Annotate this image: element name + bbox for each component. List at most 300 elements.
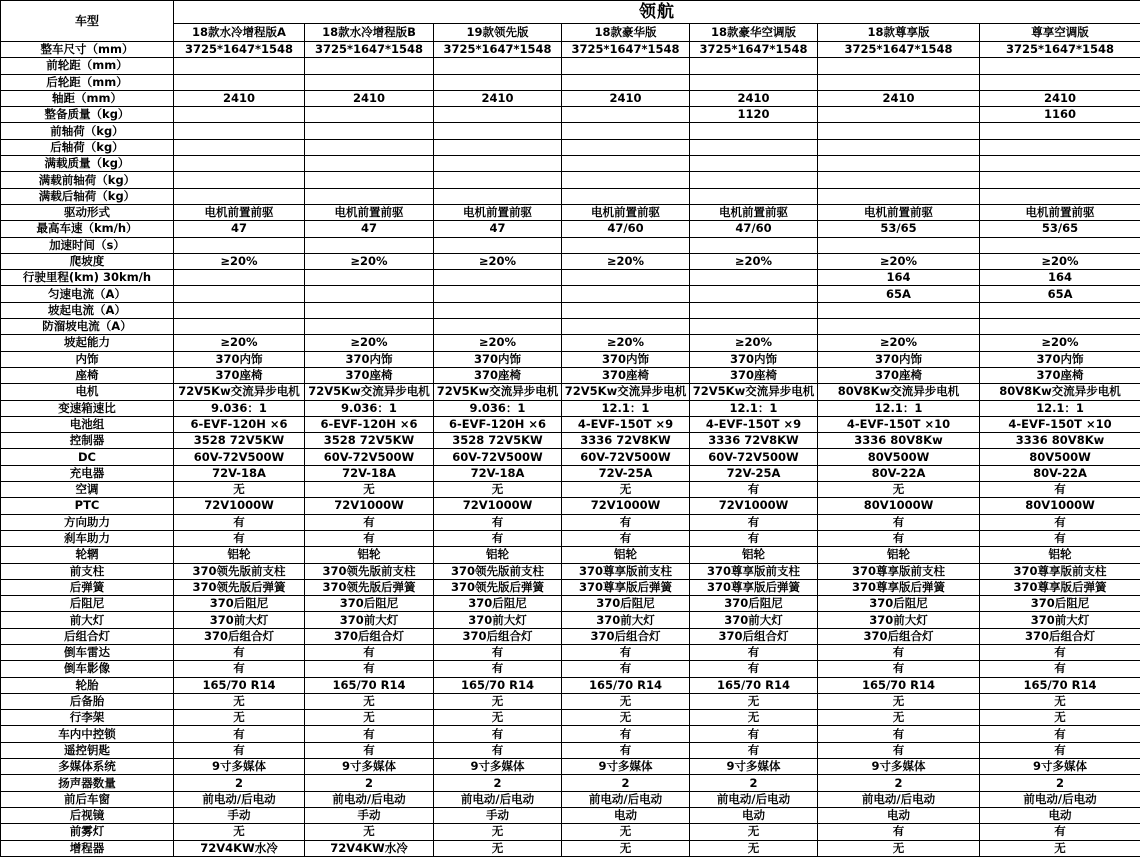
spec-cell: [434, 156, 562, 172]
spec-cell: [305, 58, 434, 74]
spec-cell: 72V5Kw交流异步电机: [305, 384, 434, 400]
spec-cell: 165/70 R14: [980, 677, 1140, 693]
spec-cell: 370后阻尼: [980, 596, 1140, 612]
spec-cell: 72V-25A: [690, 465, 818, 481]
spec-row: [1, 237, 1140, 253]
spec-cell: 有: [174, 726, 305, 742]
spec-cell: ≥20%: [690, 335, 818, 351]
spec-cell: 60V-72V500W: [690, 449, 818, 465]
spec-cell: 有: [434, 514, 562, 530]
spec-cell: 165/70 R14: [434, 677, 562, 693]
spec-cell: 有: [305, 644, 434, 660]
spec-cell: 370领先版后弹簧: [174, 579, 305, 595]
spec-cell: 370后阻尼: [562, 596, 690, 612]
spec-cell: 无: [562, 840, 690, 856]
spec-row-label: 遥控钥匙: [1, 742, 174, 758]
spec-row: [1, 547, 1140, 563]
spec-row: [1, 840, 1140, 856]
spec-cell: [690, 58, 818, 74]
spec-row: [1, 270, 1140, 286]
spec-cell: 有: [305, 514, 434, 530]
spec-cell: 60V-72V500W: [305, 449, 434, 465]
spec-cell: 有: [980, 644, 1140, 660]
spec-cell: 无: [690, 693, 818, 709]
spec-cell: 370后组合灯: [174, 628, 305, 644]
spec-cell: 2410: [818, 90, 980, 106]
spec-cell: 80V1000W: [818, 498, 980, 514]
spec-cell: 铝轮: [305, 547, 434, 563]
spec-cell: 4-EVF-150T ×10: [818, 416, 980, 432]
spec-row-label: 满载质量（kg）: [1, 156, 174, 172]
spec-cell: 370座椅: [562, 367, 690, 383]
spec-cell: 电动: [980, 807, 1140, 823]
spec-cell: 2410: [980, 90, 1140, 106]
spec-cell: 370前大灯: [562, 612, 690, 628]
spec-cell: ≥20%: [434, 253, 562, 269]
spec-cell: 53/65: [980, 221, 1140, 237]
spec-cell: ≥20%: [562, 335, 690, 351]
spec-row: [1, 319, 1140, 335]
model-header: 尊享空调版: [980, 24, 1140, 42]
corner-label: 车型: [1, 1, 174, 42]
spec-cell: [174, 58, 305, 74]
spec-cell: 9寸多媒体: [174, 759, 305, 775]
spec-cell: 电机前置前驱: [174, 204, 305, 220]
spec-cell: [434, 270, 562, 286]
spec-cell: 2410: [305, 90, 434, 106]
spec-cell: 370后组合灯: [434, 628, 562, 644]
spec-cell: [305, 237, 434, 253]
spec-cell: 无: [434, 824, 562, 840]
spec-row-label: 轮胎: [1, 677, 174, 693]
spec-cell: 72V1000W: [305, 498, 434, 514]
spec-cell: 370领先版后弹簧: [434, 579, 562, 595]
brand-header-row: [1, 1, 1140, 24]
spec-cell: [305, 286, 434, 302]
spec-cell: 2: [690, 775, 818, 791]
spec-cell: 无: [562, 482, 690, 498]
spec-cell: [434, 286, 562, 302]
spec-cell: [818, 107, 980, 123]
spec-row: [1, 726, 1140, 742]
spec-cell: [174, 139, 305, 155]
spec-row: [1, 400, 1140, 416]
spec-cell: [174, 74, 305, 90]
spec-cell: 2: [818, 775, 980, 791]
spec-cell: 电机前置前驱: [690, 204, 818, 220]
spec-cell: 前电动/后电动: [174, 791, 305, 807]
spec-row-label: 内饰: [1, 351, 174, 367]
spec-row: [1, 530, 1140, 546]
spec-row-label: 多媒体系统: [1, 759, 174, 775]
spec-cell: [980, 319, 1140, 335]
spec-cell: 2: [434, 775, 562, 791]
spec-cell: [980, 302, 1140, 318]
spec-row-label: 刹车助力: [1, 530, 174, 546]
spec-cell: [818, 156, 980, 172]
spec-cell: 12.1：1: [562, 400, 690, 416]
spec-cell: 铝轮: [562, 547, 690, 563]
spec-cell: 无: [818, 482, 980, 498]
spec-row-label: 扬声器数量: [1, 775, 174, 791]
spec-cell: 370内饰: [562, 351, 690, 367]
spec-cell: 370尊享版后弹簧: [562, 579, 690, 595]
spec-row-label: 后轴荷（kg）: [1, 139, 174, 155]
spec-cell: 9.036：1: [434, 400, 562, 416]
spec-cell: 370前大灯: [305, 612, 434, 628]
spec-row-label: 前支柱: [1, 563, 174, 579]
spec-cell: 有: [690, 530, 818, 546]
spec-cell: 有: [818, 726, 980, 742]
spec-cell: 2: [305, 775, 434, 791]
spec-row-label: 控制器: [1, 433, 174, 449]
spec-cell: 无: [690, 840, 818, 856]
spec-cell: 370后阻尼: [434, 596, 562, 612]
spec-cell: 无: [562, 710, 690, 726]
spec-cell: 有: [980, 530, 1140, 546]
spec-cell: [562, 156, 690, 172]
spec-cell: 3725*1647*1548: [305, 42, 434, 58]
spec-cell: 9寸多媒体: [690, 759, 818, 775]
spec-cell: [980, 188, 1140, 204]
spec-cell: 有: [818, 514, 980, 530]
spec-cell: 有: [818, 742, 980, 758]
spec-row-label: 前轴荷（kg）: [1, 123, 174, 139]
spec-cell: 有: [690, 644, 818, 660]
spec-cell: 1160: [980, 107, 1140, 123]
spec-cell: 有: [174, 644, 305, 660]
spec-cell: 370尊享版后弹簧: [818, 579, 980, 595]
spec-cell: 3725*1647*1548: [174, 42, 305, 58]
spec-cell: [818, 58, 980, 74]
spec-row: [1, 107, 1140, 123]
spec-cell: 12.1：1: [980, 400, 1140, 416]
spec-cell: 2410: [690, 90, 818, 106]
spec-cell: [305, 188, 434, 204]
spec-cell: [434, 188, 562, 204]
spec-cell: 无: [434, 840, 562, 856]
spec-cell: 无: [434, 710, 562, 726]
spec-row-label: 行驶里程(km) 30km/h: [1, 270, 174, 286]
spec-cell: 有: [818, 661, 980, 677]
spec-cell: 无: [305, 824, 434, 840]
spec-cell: 电机前置前驱: [562, 204, 690, 220]
spec-cell: 164: [818, 270, 980, 286]
spec-cell: [818, 237, 980, 253]
spec-cell: [818, 139, 980, 155]
spec-cell: 3725*1647*1548: [980, 42, 1140, 58]
spec-row: [1, 253, 1140, 269]
spec-cell: 6-EVF-120H ×6: [174, 416, 305, 432]
spec-row: [1, 416, 1140, 432]
spec-cell: [174, 156, 305, 172]
model-header: 18款水冷增程版A: [174, 24, 305, 42]
spec-row: [1, 302, 1140, 318]
spec-cell: ≥20%: [818, 335, 980, 351]
spec-cell: 有: [305, 661, 434, 677]
spec-cell: [562, 270, 690, 286]
spec-cell: 60V-72V500W: [174, 449, 305, 465]
spec-row-label: 倒车雷达: [1, 644, 174, 660]
spec-cell: 370内饰: [174, 351, 305, 367]
spec-cell: 3336 72V8KW: [562, 433, 690, 449]
spec-cell: 65A: [818, 286, 980, 302]
spec-row-label: 匀速电流（A）: [1, 286, 174, 302]
spec-cell: [434, 58, 562, 74]
spec-cell: 72V1000W: [562, 498, 690, 514]
spec-row: [1, 465, 1140, 481]
spec-cell: [174, 286, 305, 302]
spec-cell: 370后组合灯: [690, 628, 818, 644]
spec-cell: 有: [562, 726, 690, 742]
spec-cell: 60V-72V500W: [434, 449, 562, 465]
spec-cell: 9.036：1: [305, 400, 434, 416]
spec-cell: 电机前置前驱: [434, 204, 562, 220]
spec-cell: 164: [980, 270, 1140, 286]
spec-cell: 165/70 R14: [174, 677, 305, 693]
spec-cell: 有: [980, 482, 1140, 498]
spec-cell: 铝轮: [434, 547, 562, 563]
spec-cell: [690, 139, 818, 155]
spec-cell: [980, 172, 1140, 188]
spec-row-label: 满载前轴荷（kg）: [1, 172, 174, 188]
spec-cell: [980, 58, 1140, 74]
spec-cell: [434, 319, 562, 335]
brand-title: 领航: [174, 1, 1140, 24]
spec-row-label: 座椅: [1, 367, 174, 383]
spec-row-label: 爬坡度: [1, 253, 174, 269]
spec-cell: [174, 188, 305, 204]
spec-cell: 无: [305, 482, 434, 498]
spec-cell: [174, 172, 305, 188]
spec-row: [1, 661, 1140, 677]
spec-row-label: 后备胎: [1, 693, 174, 709]
spec-cell: 370领先版前支柱: [174, 563, 305, 579]
spec-cell: [305, 74, 434, 90]
spec-cell: 有: [434, 644, 562, 660]
spec-row: [1, 449, 1140, 465]
spec-cell: [305, 139, 434, 155]
spec-cell: 370领先版前支柱: [434, 563, 562, 579]
spec-cell: [434, 237, 562, 253]
spec-row-label: 防溜坡电流（A）: [1, 319, 174, 335]
spec-cell: [562, 237, 690, 253]
spec-cell: [690, 237, 818, 253]
spec-cell: [818, 188, 980, 204]
spec-row: [1, 563, 1140, 579]
spec-cell: 370内饰: [818, 351, 980, 367]
spec-cell: [980, 139, 1140, 155]
spec-row: [1, 710, 1140, 726]
spec-cell: [690, 319, 818, 335]
spec-cell: 370尊享版前支柱: [980, 563, 1140, 579]
spec-body: [1, 42, 1140, 857]
spec-row: [1, 791, 1140, 807]
spec-cell: 9寸多媒体: [562, 759, 690, 775]
spec-cell: [980, 237, 1140, 253]
spec-cell: [562, 286, 690, 302]
spec-cell: 165/70 R14: [818, 677, 980, 693]
spec-row: [1, 742, 1140, 758]
spec-cell: 前电动/后电动: [980, 791, 1140, 807]
spec-row-label: 轮辋: [1, 547, 174, 563]
spec-row: [1, 693, 1140, 709]
spec-row-label: 驱动形式: [1, 204, 174, 220]
spec-cell: 无: [174, 824, 305, 840]
spec-cell: 72V4KW水冷: [305, 840, 434, 856]
spec-cell: 65A: [980, 286, 1140, 302]
spec-row-label: 后弹簧: [1, 579, 174, 595]
spec-cell: 有: [434, 530, 562, 546]
spec-cell: [690, 172, 818, 188]
spec-row-label: 电机: [1, 384, 174, 400]
spec-cell: ≥20%: [818, 253, 980, 269]
spec-cell: [818, 302, 980, 318]
spec-cell: 有: [562, 742, 690, 758]
spec-cell: 72V5Kw交流异步电机: [174, 384, 305, 400]
spec-cell: 有: [980, 661, 1140, 677]
spec-cell: 无: [818, 693, 980, 709]
spec-cell: 80V-22A: [818, 465, 980, 481]
spec-cell: 无: [174, 693, 305, 709]
spec-cell: 有: [818, 824, 980, 840]
spec-row: [1, 596, 1140, 612]
spec-cell: 有: [690, 514, 818, 530]
spec-row: [1, 579, 1140, 595]
spec-cell: [562, 172, 690, 188]
spec-cell: 2410: [434, 90, 562, 106]
spec-cell: 9寸多媒体: [305, 759, 434, 775]
spec-row: [1, 90, 1140, 106]
spec-cell: 有: [305, 530, 434, 546]
spec-row: [1, 156, 1140, 172]
spec-cell: 370座椅: [690, 367, 818, 383]
spec-cell: 165/70 R14: [305, 677, 434, 693]
spec-cell: 80V500W: [818, 449, 980, 465]
spec-cell: 12.1：1: [818, 400, 980, 416]
spec-row: [1, 677, 1140, 693]
spec-cell: [562, 107, 690, 123]
spec-row: [1, 824, 1140, 840]
spec-cell: 370尊享版前支柱: [562, 563, 690, 579]
spec-cell: 无: [818, 840, 980, 856]
spec-cell: 165/70 R14: [562, 677, 690, 693]
spec-cell: 370后组合灯: [562, 628, 690, 644]
spec-cell: 电动: [818, 807, 980, 823]
spec-row: [1, 351, 1140, 367]
spec-cell: [434, 107, 562, 123]
spec-row: [1, 644, 1140, 660]
spec-cell: [434, 123, 562, 139]
spec-cell: 手动: [305, 807, 434, 823]
spec-row-label: 车内中控锁: [1, 726, 174, 742]
model-header: 19款领先版: [434, 24, 562, 42]
spec-cell: [818, 319, 980, 335]
spec-cell: [818, 123, 980, 139]
spec-cell: [562, 139, 690, 155]
spec-cell: [174, 302, 305, 318]
spec-cell: 有: [305, 726, 434, 742]
spec-row-label: 电池组: [1, 416, 174, 432]
spec-cell: 4-EVF-150T ×9: [562, 416, 690, 432]
spec-row-label: 后视镜: [1, 807, 174, 823]
spec-cell: 370后组合灯: [305, 628, 434, 644]
spec-cell: 72V-25A: [562, 465, 690, 481]
spec-cell: ≥20%: [980, 335, 1140, 351]
spec-row: [1, 74, 1140, 90]
spec-cell: 3336 80V8Kw: [980, 433, 1140, 449]
spec-cell: 3528 72V5KW: [174, 433, 305, 449]
spec-cell: 无: [305, 710, 434, 726]
spec-cell: 370座椅: [980, 367, 1140, 383]
spec-cell: 72V1000W: [174, 498, 305, 514]
spec-row-label: 满载后轴荷（kg）: [1, 188, 174, 204]
spec-cell: 53/65: [818, 221, 980, 237]
spec-cell: ≥20%: [305, 335, 434, 351]
spec-cell: 铝轮: [690, 547, 818, 563]
spec-cell: 铝轮: [980, 547, 1140, 563]
spec-cell: 47/60: [690, 221, 818, 237]
spec-cell: 80V500W: [980, 449, 1140, 465]
spec-cell: 有: [980, 742, 1140, 758]
spec-cell: 370尊享版前支柱: [690, 563, 818, 579]
spec-cell: ≥20%: [690, 253, 818, 269]
spec-cell: 2410: [174, 90, 305, 106]
spec-row-label: 前轮距（mm）: [1, 58, 174, 74]
spec-row-label: 坡起能力: [1, 335, 174, 351]
spec-row-label: 后组合灯: [1, 628, 174, 644]
spec-row: [1, 335, 1140, 351]
spec-cell: 80V8Kw交流异步电机: [818, 384, 980, 400]
spec-row: [1, 384, 1140, 400]
spec-row: [1, 221, 1140, 237]
spec-cell: 有: [818, 530, 980, 546]
spec-cell: 3336 80V8Kw: [818, 433, 980, 449]
spec-cell: 有: [434, 726, 562, 742]
spec-row-label: PTC: [1, 498, 174, 514]
spec-cell: 370后阻尼: [305, 596, 434, 612]
spec-cell: 有: [562, 530, 690, 546]
spec-cell: 72V-18A: [434, 465, 562, 481]
spec-cell: 手动: [174, 807, 305, 823]
spec-cell: 60V-72V500W: [562, 449, 690, 465]
spec-cell: 72V1000W: [434, 498, 562, 514]
spec-cell: [305, 107, 434, 123]
spec-cell: ≥20%: [174, 253, 305, 269]
spec-cell: 370座椅: [434, 367, 562, 383]
spec-cell: [980, 123, 1140, 139]
spec-cell: 80V8Kw交流异步电机: [980, 384, 1140, 400]
spec-cell: 72V-18A: [174, 465, 305, 481]
spec-cell: 370内饰: [980, 351, 1140, 367]
spec-cell: 3725*1647*1548: [562, 42, 690, 58]
spec-cell: 370后阻尼: [818, 596, 980, 612]
spec-cell: [690, 302, 818, 318]
spec-cell: 无: [174, 482, 305, 498]
spec-row-label: 坡起电流（A）: [1, 302, 174, 318]
spec-row-label: 整车尺寸（mm）: [1, 42, 174, 58]
spec-cell: 370前大灯: [980, 612, 1140, 628]
spec-cell: 有: [174, 514, 305, 530]
spec-row: [1, 172, 1140, 188]
spec-cell: [305, 302, 434, 318]
spec-cell: [690, 156, 818, 172]
spec-row: [1, 433, 1140, 449]
spec-row-label: 前后车窗: [1, 791, 174, 807]
spec-row: [1, 775, 1140, 791]
spec-cell: [174, 123, 305, 139]
spec-cell: 47: [174, 221, 305, 237]
